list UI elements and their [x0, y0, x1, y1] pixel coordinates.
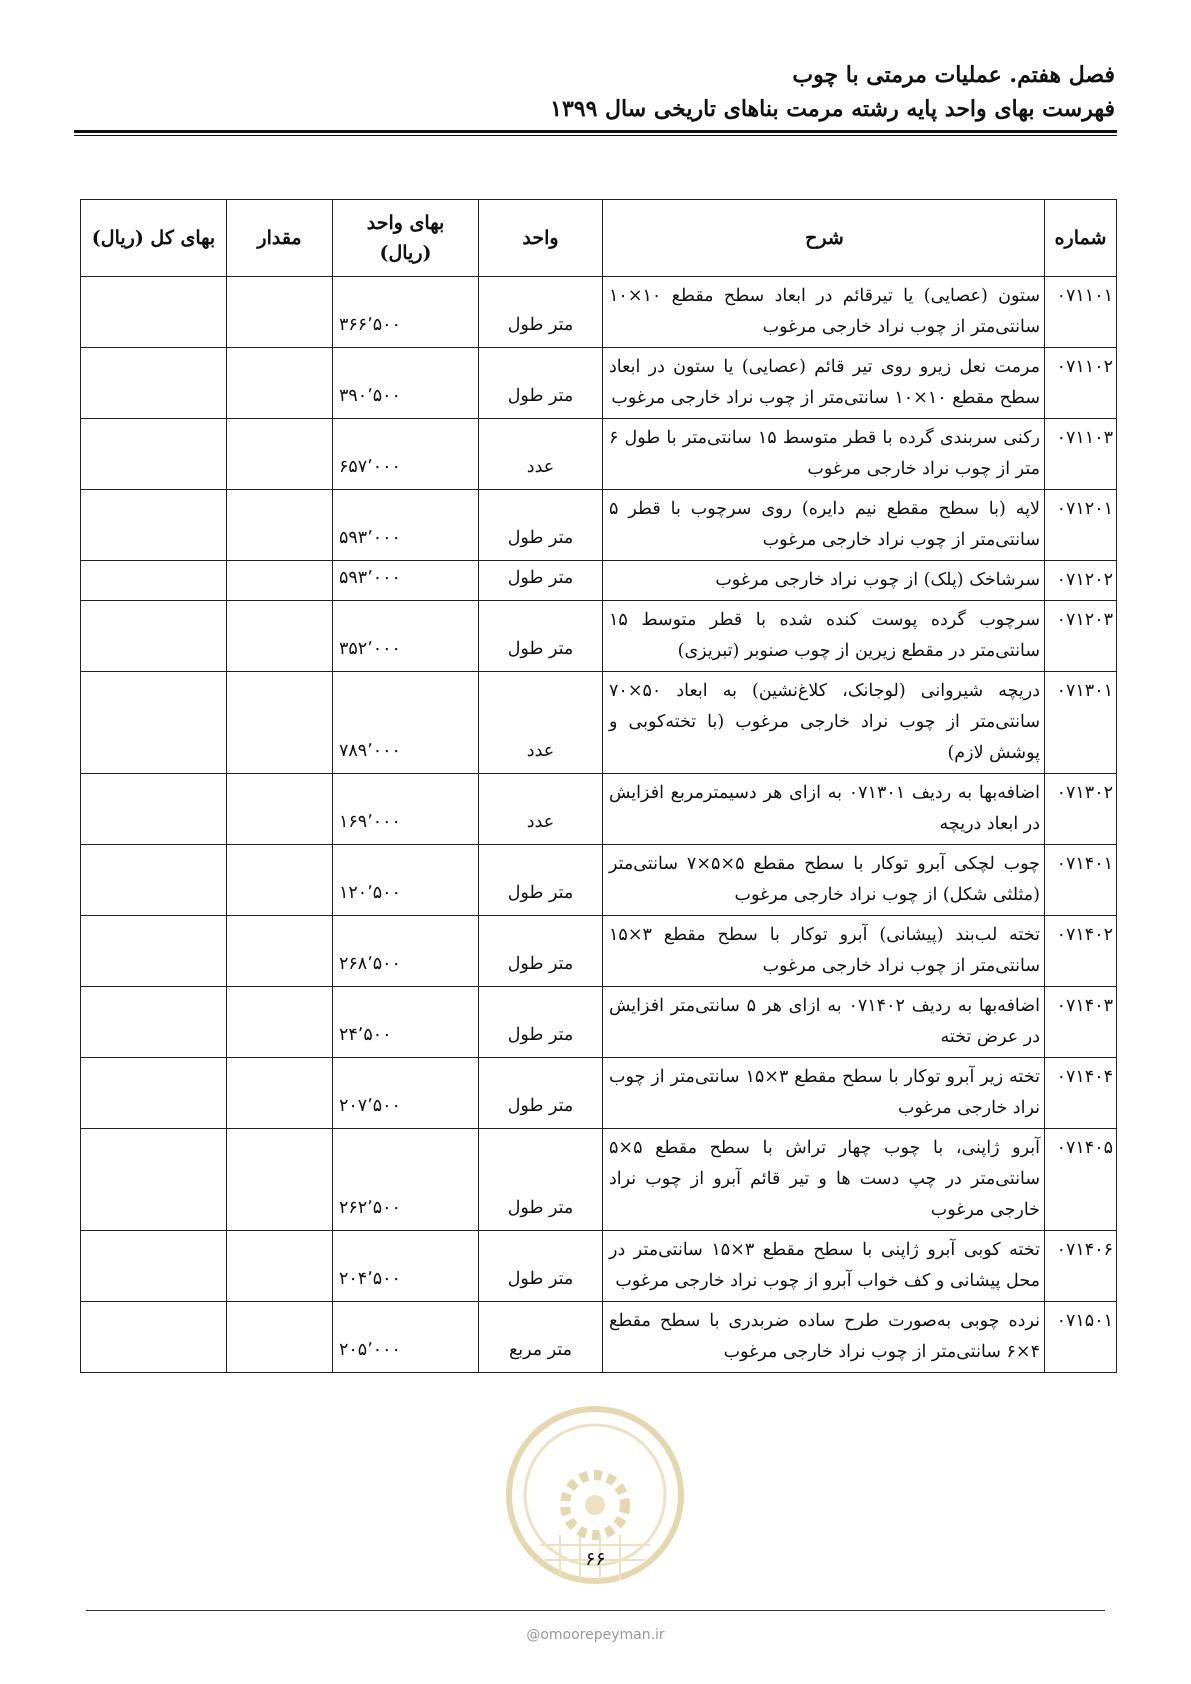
row-unit-price: ۵۹۳٬۰۰۰ — [333, 490, 479, 561]
row-unit-price: ۵۹۳٬۰۰۰ — [333, 561, 479, 601]
table-row — [81, 1302, 1117, 1373]
header-total-price: بهای کل (ریال) — [81, 200, 227, 277]
row-unit: متر طول — [479, 561, 603, 601]
row-code: ۰۷۱۴۰۲ — [1045, 916, 1117, 987]
row-quantity — [227, 348, 333, 419]
row-quantity — [227, 561, 333, 601]
table-row — [81, 774, 1117, 845]
row-quantity — [227, 277, 333, 348]
row-quantity — [227, 419, 333, 490]
row-unit: متر مربع — [479, 1302, 603, 1373]
header-rule-thick — [74, 130, 1117, 133]
row-description: لاپه (با سطح مقطع نیم دایره) روی سرچوب با قطر ۵ سانتی‌متر از چوب نراد خارجی مرغوب — [603, 490, 1045, 561]
price-table — [80, 199, 1117, 1373]
header-code: شماره — [1045, 200, 1117, 277]
row-description: سرشاخک (پلک) از چوب نراد خارجی مرغوب — [603, 561, 1045, 601]
row-description: مرمت نعل زیرو روی تیر قائم (عصایی) یا ستون در ابعاد سطح مقطع ۱۰×۱۰ سانتی‌متر از چوب نراد خارجی مرغوب — [603, 348, 1045, 419]
row-quantity — [227, 845, 333, 916]
table-row — [81, 845, 1117, 916]
row-unit: متر طول — [479, 277, 603, 348]
row-description: تخته لب‌بند (پیشانی) آبرو توکار با سطح مقطع ۳×۱۵ سانتی‌متر از چوب نراد خارجی مرغوب — [603, 916, 1045, 987]
row-total-price — [81, 987, 227, 1058]
row-unit: متر طول — [479, 987, 603, 1058]
row-quantity — [227, 672, 333, 774]
row-quantity — [227, 1302, 333, 1373]
header-rule-thin — [74, 135, 1117, 136]
row-code: ۰۷۱۲۰۱ — [1045, 490, 1117, 561]
row-description: تخته زیر آبرو توکار با سطح مقطع ۳×۱۵ سانتی‌متر از چوب نراد خارجی مرغوب — [603, 1058, 1045, 1129]
row-description: اضافه‌بها به ردیف ۰۷۱۳۰۱ به ازای هر دسیمترمربع افزایش در ابعاد دریچه — [603, 774, 1045, 845]
row-total-price — [81, 1302, 227, 1373]
page-header — [76, 58, 1115, 126]
row-unit-price: ۲۶۸٬۵۰۰ — [333, 916, 479, 987]
header-quantity: مقدار — [227, 200, 333, 277]
row-total-price — [81, 916, 227, 987]
row-description: ستون (عصایی) یا تیرقائم در ابعاد سطح مقطع ۱۰×۱۰ سانتی‌متر از چوب نراد خارجی مرغوب — [603, 277, 1045, 348]
row-code: ۰۷۱۱۰۳ — [1045, 419, 1117, 490]
row-quantity — [227, 916, 333, 987]
table-row — [81, 561, 1117, 601]
row-description: چوب لچکی آبرو توکار با سطح مقطع ۵×۵×۷ سانتی‌متر (مثلثی شکل) از چوب نراد خارجی مرغوب — [603, 845, 1045, 916]
chapter-title: فصل هفتم. عملیات مرمتی با چوب — [792, 62, 1115, 88]
table-row — [81, 419, 1117, 490]
table-row — [81, 348, 1117, 419]
row-unit-price: ۱۲۰٬۵۰۰ — [333, 845, 479, 916]
row-code: ۰۷۱۴۰۶ — [1045, 1231, 1117, 1302]
row-total-price — [81, 490, 227, 561]
row-unit: متر طول — [479, 348, 603, 419]
row-description: سرچوب گرده پوست کنده شده با قطر متوسط ۱۵ سانتی‌متر در مقطع زیرین از چوب صنوبر (تبریزی) — [603, 601, 1045, 672]
row-unit-price: ۲۴٬۵۰۰ — [333, 987, 479, 1058]
row-quantity — [227, 1058, 333, 1129]
header-unit: واحد — [479, 200, 603, 277]
footer-rule — [86, 1610, 1105, 1611]
row-quantity — [227, 774, 333, 845]
table-row — [81, 672, 1117, 774]
table-row — [81, 601, 1117, 672]
row-total-price — [81, 1058, 227, 1129]
row-description: اضافه‌بها به ردیف ۰۷۱۴۰۲ به ازای هر ۵ سانتی‌متر افزایش در عرض تخته — [603, 987, 1045, 1058]
row-total-price — [81, 348, 227, 419]
row-quantity — [227, 1231, 333, 1302]
row-description: نرده چوبی به‌صورت طرح ساده ضربدری با سطح مقطع ۴×۶ سانتی‌متر از چوب نراد خارجی مرغوب — [603, 1302, 1045, 1373]
row-quantity — [227, 987, 333, 1058]
row-code: ۰۷۱۳۰۲ — [1045, 774, 1117, 845]
table-row — [81, 1058, 1117, 1129]
row-unit: عدد — [479, 672, 603, 774]
row-code: ۰۷۱۲۰۳ — [1045, 601, 1117, 672]
price-list-title: فهرست بهای واحد پایه رشته مرمت بناهای تاریخی سال ۱۳۹۹ — [550, 96, 1115, 122]
row-unit: متر طول — [479, 1058, 603, 1129]
row-total-price — [81, 1231, 227, 1302]
website-credit: @omoorepeyman.ir — [526, 1627, 665, 1643]
row-total-price — [81, 672, 227, 774]
row-unit: متر طول — [479, 916, 603, 987]
row-unit-price: ۳۹۰٬۵۰۰ — [333, 348, 479, 419]
row-unit-price: ۲۰۴٬۵۰۰ — [333, 1231, 479, 1302]
table-header-row — [81, 200, 1117, 277]
row-description: آبرو ژاپنی، با چوب چهار تراش با سطح مقطع ۵×۵ سانتی‌متر در چپ دست ها و تیر قائم آبرو از چوب نراد خارجی مرغوب — [603, 1129, 1045, 1231]
row-total-price — [81, 561, 227, 601]
row-total-price — [81, 419, 227, 490]
row-description: دریچه شیروانی (لوجانک، کلاغ‌نشین) به ابعاد ۵۰×۷۰ سانتی‌متر از چوب نراد خارجی مرغوب (با تخته‌کوبی و پوشش لازم) — [603, 672, 1045, 774]
table-row — [81, 490, 1117, 561]
row-quantity — [227, 490, 333, 561]
table-row — [81, 277, 1117, 348]
row-total-price — [81, 845, 227, 916]
row-code: ۰۷۱۲۰۲ — [1045, 561, 1117, 601]
row-code: ۰۷۱۴۰۱ — [1045, 845, 1117, 916]
row-unit-price: ۲۰۷٬۵۰۰ — [333, 1058, 479, 1129]
row-code: ۰۷۱۱۰۲ — [1045, 348, 1117, 419]
row-unit: متر طول — [479, 1129, 603, 1231]
row-unit: متر طول — [479, 601, 603, 672]
row-code: ۰۷۱۳۰۱ — [1045, 672, 1117, 774]
row-unit: متر طول — [479, 845, 603, 916]
row-code: ۰۷۱۴۰۵ — [1045, 1129, 1117, 1231]
row-unit-price: ۱۶۹٬۰۰۰ — [333, 774, 479, 845]
table-row — [81, 1129, 1117, 1231]
row-unit-price: ۷۸۹٬۰۰۰ — [333, 672, 479, 774]
row-description: تخته کوبی آبرو ژاپنی با سطح مقطع ۳×۱۵ سانتی‌متر در محل پیشانی و کف خواب آبرو از چوب نراد خارجی مرغوب — [603, 1231, 1045, 1302]
row-unit-price: ۲۰۵٬۰۰۰ — [333, 1302, 479, 1373]
row-total-price — [81, 277, 227, 348]
watermark-logo-icon — [500, 1395, 690, 1615]
row-total-price — [81, 1129, 227, 1231]
row-unit: متر طول — [479, 490, 603, 561]
table-row — [81, 916, 1117, 987]
row-unit-price: ۳۵۲٬۰۰۰ — [333, 601, 479, 672]
row-code: ۰۷۱۱۰۱ — [1045, 277, 1117, 348]
table-row — [81, 1231, 1117, 1302]
row-unit-price: ۲۶۲٬۵۰۰ — [333, 1129, 479, 1231]
row-description: رکنی سربندی گرده با قطر متوسط ۱۵ سانتی‌متر با طول ۶ متر از چوب نراد خارجی مرغوب — [603, 419, 1045, 490]
row-code: ۰۷۱۴۰۴ — [1045, 1058, 1117, 1129]
header-unit-price: بهای واحد (ریال) — [333, 200, 479, 277]
row-quantity — [227, 1129, 333, 1231]
row-unit-price: ۳۶۶٬۵۰۰ — [333, 277, 479, 348]
row-unit: عدد — [479, 419, 603, 490]
table-row — [81, 987, 1117, 1058]
row-unit-price: ۶۵۷٬۰۰۰ — [333, 419, 479, 490]
row-total-price — [81, 601, 227, 672]
row-quantity — [227, 601, 333, 672]
page-number: ۶۶ — [585, 1548, 606, 1570]
row-unit: متر طول — [479, 1231, 603, 1302]
row-unit: عدد — [479, 774, 603, 845]
row-code: ۰۷۱۵۰۱ — [1045, 1302, 1117, 1373]
row-code: ۰۷۱۴۰۳ — [1045, 987, 1117, 1058]
row-total-price — [81, 774, 227, 845]
header-description: شرح — [603, 200, 1045, 277]
